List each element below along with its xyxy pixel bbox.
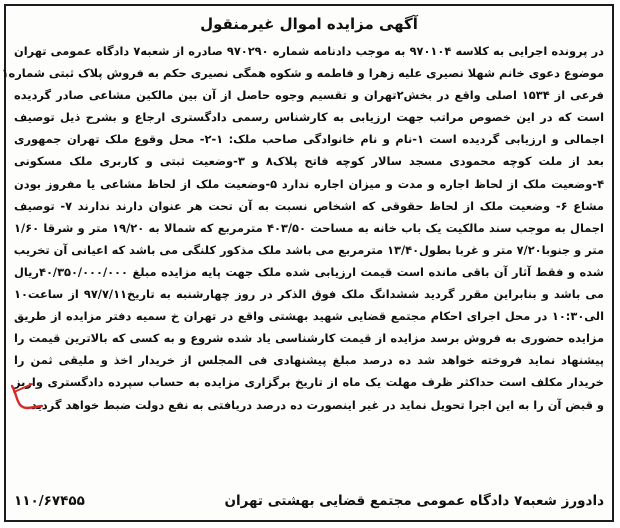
notice-line: شده و فقط آثار آن باقی مانده است قیمت ارزیابی شده ملک جهت پایه مزایده مبلغ ۴۰/۳۵۰/۰۰۰/۰۰۰ریال [14, 264, 604, 279]
notice-line: مشاع ۶- وضعیت ملک از لحاظ حقوقی که اشخاص نسبت به آن تحت هر عنوان دارند ندارند ۷- توصیف [14, 198, 604, 213]
notice-line: اجمالی و ارزیابی گردیده است ۱-نام و نام خانوادگی صاحب ملک: ۱-۲- محل وقوع ملک تهران جمهوری [14, 132, 604, 147]
notice-line: مزایده حضوری به فروش برسد مزایده از قیمت کارشناسی یاد شده شروع و به کسی که بالاترین قیمت را [14, 331, 604, 346]
notice-line: می باشد و بنابراین مقرر گردید ششدانگ ملک فوق الذکر در روز چهارشنبه به تاریخ۹۷/۷/۱۱ از ساعت۱۰ [14, 287, 604, 302]
notice-clipping [1, 4, 614, 522]
notice-line: و قبض آن را به این اجرا تحویل نماید در غیر اینصورت ده درصد دریافتی به نفع دولت ضبط خواهد گردید. [26, 397, 604, 412]
notice-footer [14, 490, 604, 512]
notice-line: متر و جنوبا۷/۲۰ متر و غربا بطول۱۳/۴۰ مترمربع می باشد ملک مذکور کلنگی می باشد که اعیانی آن تخریب [13, 242, 604, 257]
signature: دادورز شعبه۷ دادگاه عمومی مجتمع قضایی بهشتی تهران [224, 493, 604, 509]
notice-line: است که در این خصوص مراتب جهت ارزیابی به کارشناس رسمی دادگستری ارجاع و بشرح ذیل توصیف [14, 110, 604, 125]
notice-line: الی۱۰:۳۰ در محل اجرای احکام مجتمع قضایی شهید بهشتی واقع در تهران خ سمیه دفتر مزایده از طریق [14, 309, 604, 324]
reference-number: ۱۱۰/۶۷۴۵۵ [14, 493, 85, 509]
notice-line: ۴-وضعیت ملک از لحاظ اجاره و مدت و میزان اجاره ندارد ۵-وضعیت ملک از لحاظ مشاعی یا مفروز بودن [14, 176, 605, 191]
notice-line: اجمال به موجب سند مالکیت یک باب خانه به مساحت ۴۰۳/۵۰ مترمربع که شمالا به ۱۹/۲۰ متر و شرقا ۱/۶۰ [14, 220, 604, 235]
notice-body [1, 40, 605, 416]
notice-line: موضوع دعوی خانم شهلا نصیری علیه زهرا و فاطمه و شکوه همگی نصیری حکم به فروش پلاک ثبتی شماره۱ [1, 66, 604, 81]
notice-line: فرعی از ۱۵۳۴ اصلی واقع در بخش۲تهران و تقسیم وجوه حاصل از آن بین مالکین مشاعی صادر گردیده [14, 88, 604, 103]
notice-line: خریدار مکلف است حداکثر ظرف مهلت یک ماه از تاریخ برگزاری مزایده به حساب سپرده دادگستری واریز [14, 375, 604, 390]
notice-line: در پرونده اجرایی به کلاسه ۹۷۰۱۰۴ به موجب دادنامه شماره ۹۷۰۲۹۰ صادره از شعبه۷ دادگاه عمومی تهران [14, 44, 604, 58]
notice-line: پیشنهاد نماید فروخته خواهد شد ده درصد مبلغ پیشنهادی فی المجلس از خریدار اخذ و ملیقی ثمن را [14, 353, 604, 368]
notice-title: آگهی مزایده اموال غیرمنقول [200, 15, 418, 33]
notice-line: بعد از ملت کوچه محمودی مسجد سالار کوچه فاتح پلاک۸ و ۳-وضعیت ثبتی و کاربری ملک مسکونی [14, 154, 604, 169]
